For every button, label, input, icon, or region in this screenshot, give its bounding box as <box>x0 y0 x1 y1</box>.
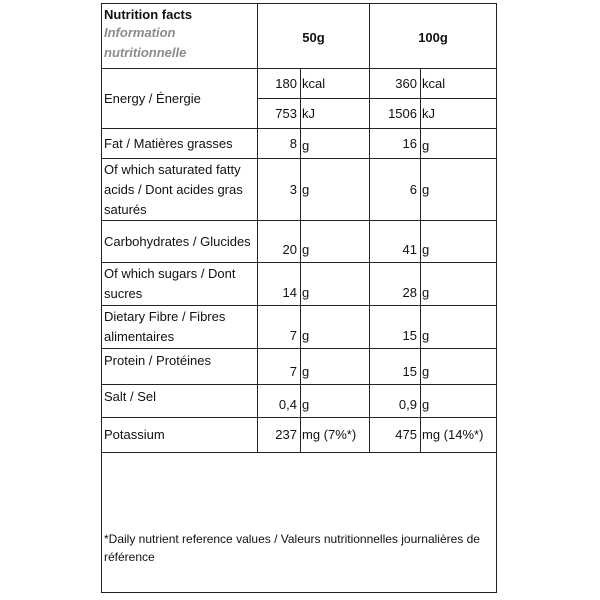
unit-100g: g <box>421 221 497 263</box>
unit-50g: g <box>301 385 370 418</box>
table-row <box>102 129 497 159</box>
table-row <box>102 385 497 418</box>
table-row <box>102 263 497 306</box>
footnote-text: *Daily nutrient reference values / Valeurs nutritionnelles journalières de référence <box>104 532 480 564</box>
value-50g: 7 <box>258 349 301 385</box>
unit-50g: g <box>301 263 370 306</box>
value-100g: 41 <box>370 221 421 263</box>
value-100g: 15 <box>370 349 421 385</box>
nutrition-table <box>101 3 497 593</box>
row-label-fat: Fat / Matières grasses <box>102 129 258 159</box>
row-label-fibre: Dietary Fibre / Fibres alimentaires <box>102 306 258 349</box>
unit-50g: g <box>301 159 370 221</box>
unit-50g: mg (7%*) <box>301 418 370 453</box>
value-50g: 237 <box>258 418 301 453</box>
table-row <box>102 221 497 263</box>
unit-100g: g <box>421 306 497 349</box>
value-100g: 6 <box>370 159 421 221</box>
row-label-salt: Salt / Sel <box>102 385 258 418</box>
footnote-row <box>102 453 497 593</box>
footnote-cell <box>102 453 497 593</box>
unit-100g: g <box>421 159 497 221</box>
value-100g-kj: 1506 <box>370 99 421 129</box>
unit-100g: g <box>421 385 497 418</box>
row-label-saturated: Of which saturated fatty acids / Dont acides gras saturés <box>102 159 258 221</box>
unit-50g: g <box>301 221 370 263</box>
unit-50g: g <box>301 129 370 159</box>
unit-100g: g <box>421 349 497 385</box>
value-50g: 0,4 <box>258 385 301 418</box>
value-100g: 28 <box>370 263 421 306</box>
value-100g: 15 <box>370 306 421 349</box>
value-100g: 0,9 <box>370 385 421 418</box>
table-row <box>102 159 497 221</box>
value-100g: 475 <box>370 418 421 453</box>
row-label-energy: Energy / Énergie <box>102 69 258 129</box>
table-row <box>102 349 497 385</box>
unit-100g: g <box>421 129 497 159</box>
table-row <box>102 418 497 453</box>
value-50g: 8 <box>258 129 301 159</box>
row-label-carbohydrates: Carbohydrates / Glucides <box>102 221 258 263</box>
header-row <box>102 4 497 69</box>
unit-50g: g <box>301 349 370 385</box>
table-subtitle: Information nutritionnelle <box>104 25 187 60</box>
header-label-cell <box>102 4 258 69</box>
table-row <box>102 306 497 349</box>
unit-100g: mg (14%*) <box>421 418 497 453</box>
value-50g: 7 <box>258 306 301 349</box>
value-50g-kcal: 180 <box>258 69 301 99</box>
value-50g: 14 <box>258 263 301 306</box>
unit-50g-kj: kJ <box>301 99 370 129</box>
column-header-100g: 100g <box>370 4 497 69</box>
row-label-sugars: Of which sugars / Dont sucres <box>102 263 258 306</box>
unit-100g-kj: kJ <box>421 99 497 129</box>
table-row <box>102 69 497 99</box>
value-100g: 16 <box>370 129 421 159</box>
row-label-potassium: Potassium <box>102 418 258 453</box>
column-header-50g: 50g <box>258 4 370 69</box>
value-100g-kcal: 360 <box>370 69 421 99</box>
row-label-protein: Protein / Protéines <box>102 349 258 385</box>
value-50g: 20 <box>258 221 301 263</box>
unit-100g-kcal: kcal <box>421 69 497 99</box>
unit-100g: g <box>421 263 497 306</box>
table-title: Nutrition facts <box>104 7 193 22</box>
unit-50g-kcal: kcal <box>301 69 370 99</box>
value-50g-kj: 753 <box>258 99 301 129</box>
value-50g: 3 <box>258 159 301 221</box>
unit-50g: g <box>301 306 370 349</box>
